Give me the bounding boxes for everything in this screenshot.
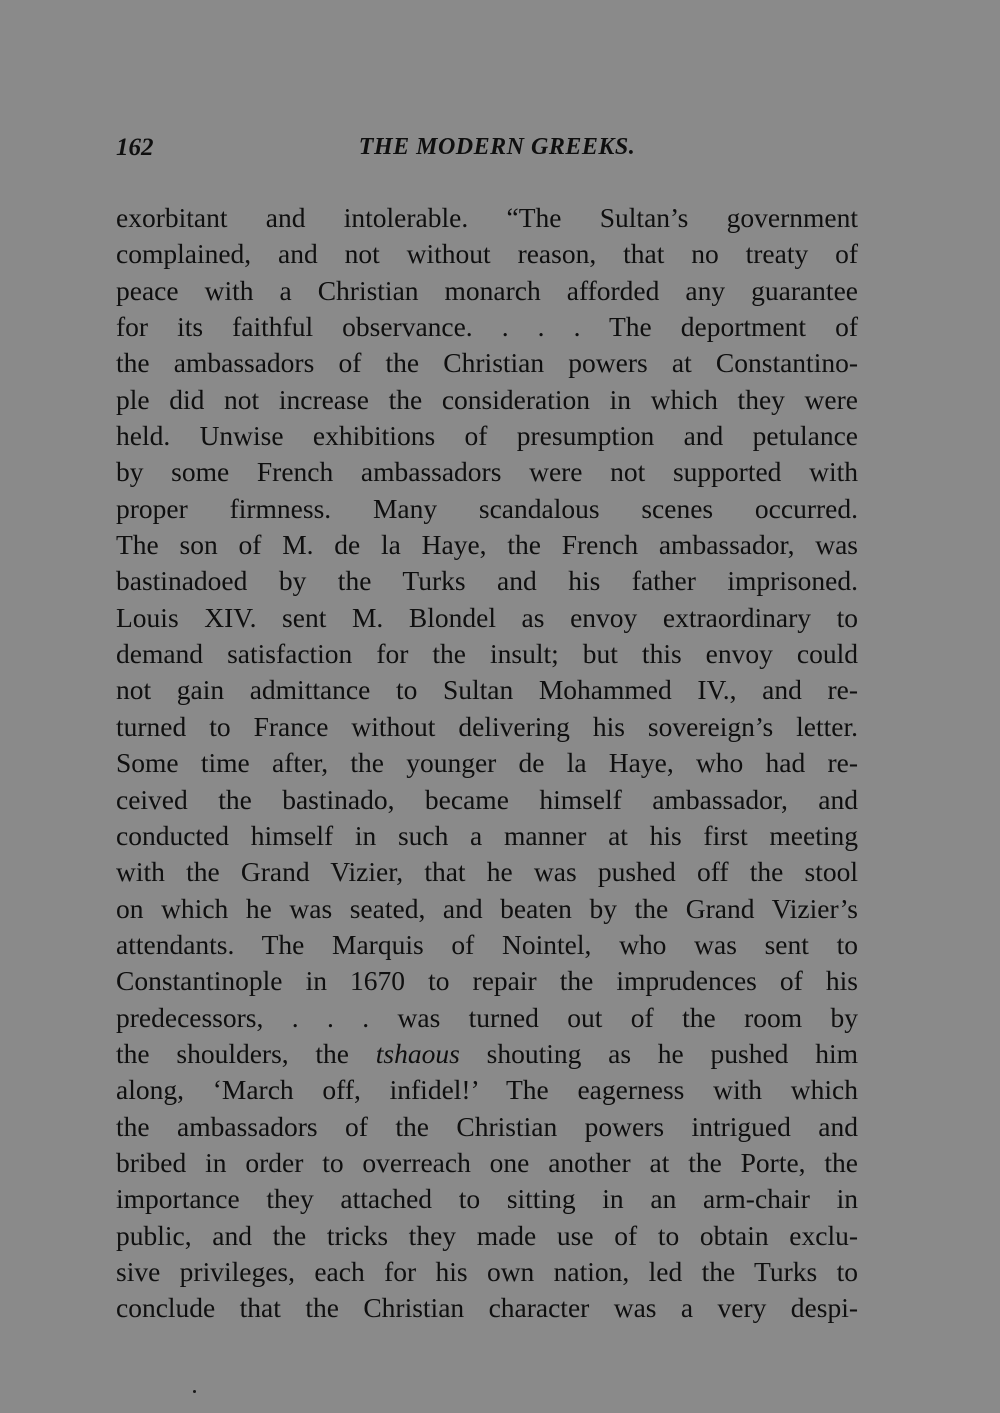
text-line: bastinadoed by the Turks and his father imprisoned. (116, 565, 858, 597)
text-line: conclude that the Christian character was a very despi- (116, 1292, 858, 1324)
text-line: peace with a Christian monarch afforded any guarantee (116, 274, 858, 306)
text-line: on which he was seated, and beaten by the Grand Vizier’s (116, 892, 858, 924)
text-line: importance they attached to sitting in an arm-chair in (116, 1183, 858, 1215)
text-line: the ambassadors of the Christian powers intrigued and (116, 1110, 858, 1142)
text-line: not gain admittance to Sultan Mohammed IV., and re- (116, 674, 858, 706)
text-line: sive privileges, each for his own nation, led the Turks to (116, 1255, 858, 1287)
italic-word: tshaous (375, 1037, 460, 1069)
text-line-with-italic (116, 1036, 858, 1072)
page-number: 162 (116, 134, 154, 161)
text-line: complained, and not without reason, that no treaty of (116, 238, 858, 270)
text-segment: shouting as he pushed him (459, 1037, 858, 1069)
text-line: with the Grand Vizier, that he was pushed off the stool (116, 856, 858, 888)
text-line: Some time after, the younger de la Haye, who had re- (116, 747, 858, 779)
text-line: attendants. The Marquis of Nointel, who was sent to (116, 928, 858, 960)
text-line: along, ‘March off, infidel!’ The eagerness with which (116, 1074, 858, 1106)
text-line: proper firmness. Many scandalous scenes occurred. (116, 492, 858, 524)
body-text (116, 200, 858, 1327)
text-segment: the shoulders, the (116, 1037, 376, 1069)
running-title: THE MODERN GREEKS. (358, 134, 636, 160)
text-line: public, and the tricks they made use of to obtain exclu- (116, 1219, 858, 1251)
text-line: bribed in order to overreach one another at the Porte, the (116, 1146, 858, 1178)
text-line: The son of M. de la Haye, the French ambassador, was (116, 529, 858, 561)
text-line: demand satisfaction for the insult; but this envoy could (116, 638, 858, 670)
text-line: predecessors, . . . was turned out of the room by (116, 1001, 858, 1033)
scan-speck (193, 1390, 196, 1393)
page-header (116, 134, 858, 168)
text-line: ceived the bastinado, became himself ambassador, and (116, 783, 858, 815)
text-line: turned to France without delivering his sovereign’s letter. (116, 710, 858, 742)
text-line: ple did not increase the consideration in which they were (116, 383, 858, 415)
text-line: exorbitant and intolerable. “The Sultan’s government (116, 202, 858, 233)
text-line: conducted himself in such a manner at his first meeting (116, 819, 858, 851)
text-line: Louis XIV. sent M. Blondel as envoy extraordinary to (116, 601, 858, 633)
text-line: held. Unwise exhibitions of presumption and petulance (116, 420, 858, 452)
text-line: the ambassadors of the Christian powers at Constantino- (116, 347, 858, 379)
text-line: Constantinople in 1670 to repair the imprudences of his (116, 965, 858, 997)
text-line: for its faithful observance. . . . The deportment of (116, 311, 858, 343)
text-line: by some French ambassadors were not supported with (116, 456, 858, 488)
